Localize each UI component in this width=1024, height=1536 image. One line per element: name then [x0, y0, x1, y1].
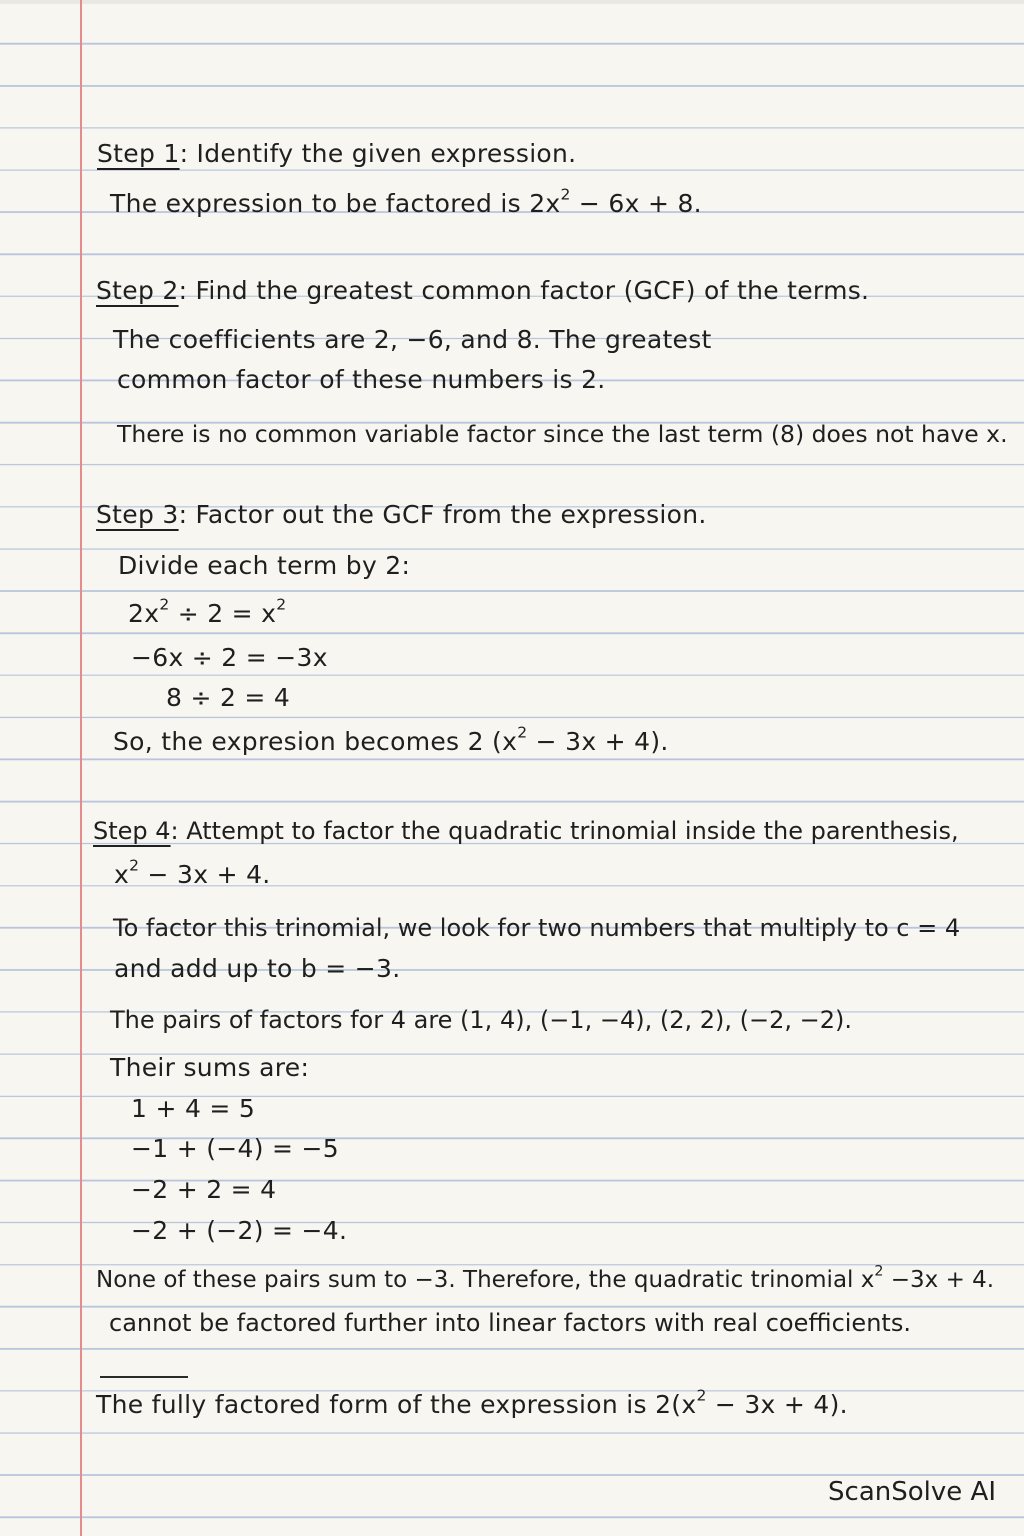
- step4-sum4: −2 + (−2) = −4.: [131, 1216, 348, 1245]
- signature: ScanSolve AI: [828, 1477, 996, 1507]
- step4-conclusion1: [96, 1264, 994, 1296]
- margin-line: [80, 0, 82, 1536]
- step3-result-end: − 3x + 4).: [527, 727, 669, 756]
- step1-heading-text: : Identify the given expression.: [179, 139, 577, 168]
- step4-sum1: 1 + 4 = 5: [131, 1094, 256, 1123]
- final-answer-end: − 3x + 4).: [706, 1390, 848, 1419]
- step4-expression: [114, 856, 271, 891]
- exponent: 2: [560, 185, 571, 204]
- step4-label: Step 4: [93, 817, 171, 845]
- step1-line1-text: The expression to be factored is 2x: [110, 189, 561, 218]
- exponent: 2: [696, 1386, 707, 1405]
- step3-heading-text: : Factor out the GCF from the expression.: [178, 500, 707, 529]
- step3-result: [113, 723, 669, 758]
- step2-line1: The coefficients are 2, −6, and 8. The greatest: [113, 325, 712, 354]
- step2-line2: common factor of these numbers is 2.: [117, 365, 606, 394]
- step3-result-text: So, the expresion becomes 2 (x: [113, 727, 518, 756]
- step4-conclusion2: cannot be factored further into linear factors with real coefficients.: [109, 1309, 911, 1337]
- step1-line1-end: − 6x + 8.: [570, 189, 702, 218]
- step4-expr-x: x: [114, 860, 130, 889]
- step4-expr-rest: − 3x + 4.: [139, 860, 271, 889]
- divider-line: [100, 1376, 188, 1378]
- step4-sum2: −1 + (−4) = −5: [131, 1134, 339, 1163]
- step2-heading: [96, 275, 869, 307]
- step3-label: Step 3: [96, 500, 179, 529]
- step3-eq1: [128, 595, 287, 630]
- step4-line1: To factor this trinomial, we look for two numbers that multiply to c = 4: [113, 914, 961, 942]
- step2-label: Step 2: [96, 276, 179, 305]
- step3-eq3: 8 ÷ 2 = 4: [166, 683, 291, 712]
- step4-pairs: The pairs of factors for 4 are (1, 4), (−1, −4), (2, 2), (−2, −2).: [110, 1006, 852, 1034]
- step4-line2: and add up to b = −3.: [114, 954, 401, 983]
- step3-eq2: −6x ÷ 2 = −3x: [131, 643, 328, 672]
- step4-heading: [93, 815, 959, 847]
- step4-conclusion1-text: None of these pairs sum to −3. Therefore, the quadratic trinomial x: [96, 1267, 875, 1293]
- step2-heading-text: : Find the greatest common factor (GCF) of the terms.: [178, 276, 870, 305]
- eq1-left: 2x: [128, 599, 160, 628]
- final-answer: [96, 1386, 848, 1421]
- step3-intro: Divide each term by 2:: [118, 551, 411, 580]
- step4-heading-text: : Attempt to factor the quadratic trinomial inside the parenthesis,: [170, 817, 959, 845]
- exponent: 2: [159, 595, 170, 614]
- exponent: 2: [276, 595, 287, 614]
- final-answer-text: The fully factored form of the expression is 2(x: [96, 1390, 697, 1419]
- step1-label: Step 1: [97, 139, 180, 168]
- exponent: 2: [517, 723, 528, 742]
- step3-heading: [96, 499, 707, 531]
- exponent: 2: [129, 856, 140, 875]
- step4-sum3: −2 + 2 = 4: [131, 1175, 277, 1204]
- exponent: 2: [874, 1263, 884, 1280]
- step4-conclusion1-end: −3x + 4.: [883, 1267, 995, 1293]
- eq1-right: ÷ 2 = x: [169, 599, 277, 628]
- step1-line1: [110, 185, 702, 220]
- step2-line3: There is no common variable factor since the last term (8) does not have x.: [117, 420, 1008, 448]
- paper-top-edge: [0, 0, 1024, 4]
- step1-heading: [97, 138, 576, 170]
- step4-sums-intro: Their sums are:: [110, 1053, 310, 1082]
